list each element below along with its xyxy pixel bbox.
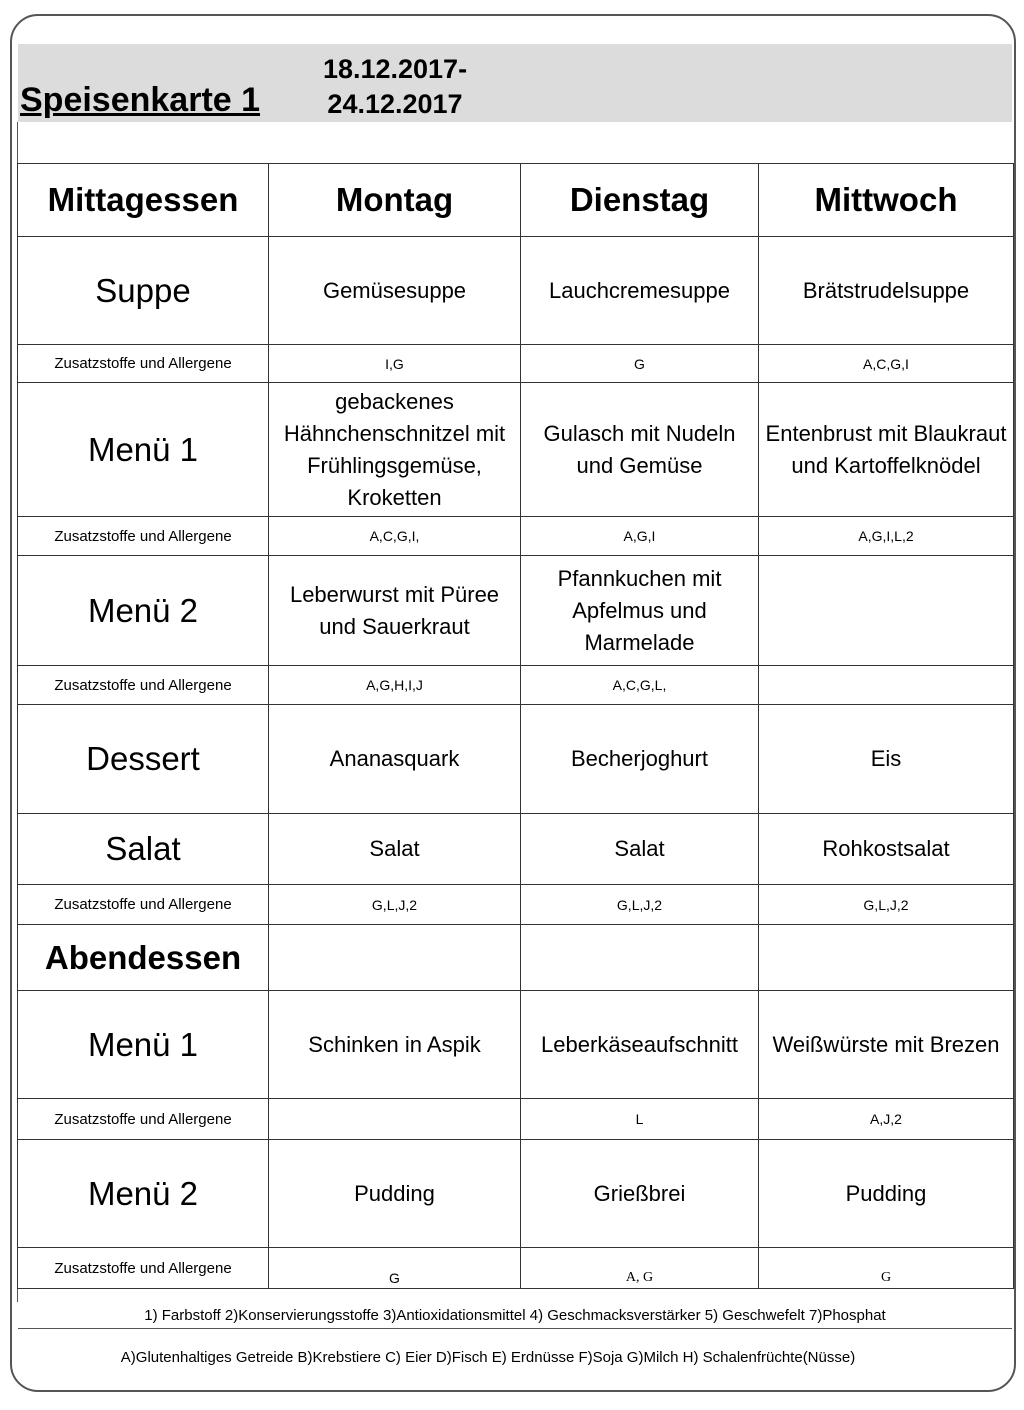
header-mittagessen: Mittagessen [18,164,269,237]
row-abendessen [18,925,1014,991]
allergen-code: A, G [521,1248,759,1289]
dish-cell: Eis [759,705,1014,814]
allergen-code: G [269,1248,521,1289]
dish-cell: Pfannkuchen mit Apfelmus und Marmelade [521,556,759,666]
allergen-label: Zusatzstoffe und Allergene [18,345,269,383]
dish-cell: Pudding [759,1140,1014,1248]
label-dessert: Dessert [18,705,269,814]
dish-cell: Brätstrudelsuppe [759,237,1014,345]
header-row [18,164,1014,237]
allergen-code: A,G,I,L,2 [759,517,1014,556]
row-allergens [18,345,1014,383]
dish-cell: Becherjoghurt [521,705,759,814]
allergen-code: A,G,H,I,J [269,666,521,705]
dish-cell: Salat [269,814,521,885]
allergen-code: A,C,G,I [759,345,1014,383]
empty-cell [521,925,759,991]
row-abend-menu2 [18,1140,1014,1248]
label-suppe: Suppe [18,237,269,345]
header-dienstag: Dienstag [521,164,759,237]
label-abendessen: Abendessen [18,925,269,991]
dish-cell: Gemüsesuppe [269,237,521,345]
allergen-code: G,L,J,2 [521,885,759,925]
label-salat: Salat [18,814,269,885]
label-abend-menu2: Menü 2 [18,1140,269,1248]
allergen-code: A,C,G,I, [269,517,521,556]
dish-cell [759,556,1014,666]
dish-cell: Leberwurst mit Püree und Sauerkraut [269,556,521,666]
allergen-code [269,1099,521,1140]
row-mittag-menu2 [18,556,1014,666]
date-range [290,52,500,122]
row-dessert [18,705,1014,814]
allergen-code: G,L,J,2 [269,885,521,925]
date-start: 18.12.2017- [322,54,468,84]
row-allergens [18,666,1014,705]
additives-footnote: 1) Farbstoff 2)Konservierungsstoffe 3)Antioxidationsmittel 4) Geschmacksverstärker 5) Geschwefelt 7)Phosphat [144,1307,886,1324]
label-menu1: Menü 1 [18,383,269,517]
footnote-divider [18,1328,1012,1329]
allergen-label: Zusatzstoffe und Allergene [18,1248,269,1289]
header-montag: Montag [269,164,521,237]
dish-cell: Pudding [269,1140,521,1248]
dish-cell: Rohkostsalat [759,814,1014,885]
allergen-code [759,666,1014,705]
row-mittag-menu1 [18,383,1014,517]
empty-cell [269,925,521,991]
allergen-code: L [521,1099,759,1140]
allergen-code: I,G [269,345,521,383]
dish-cell: gebackenes Hähnchenschnitzel mit Frühlingsgemüse, Kroketten [269,383,521,517]
row-allergens [18,517,1014,556]
allergen-code: A,C,G,L, [521,666,759,705]
dish-cell: Ananasquark [269,705,521,814]
allergen-label: Zusatzstoffe und Allergene [18,666,269,705]
allergen-label: Zusatzstoffe und Allergene [18,885,269,925]
row-suppe [18,237,1014,345]
row-allergens [18,885,1014,925]
dish-cell: Entenbrust mit Blaukraut und Kartoffelknödel [759,383,1014,517]
empty-cell [759,925,1014,991]
allergen-code: G,L,J,2 [759,885,1014,925]
dish-cell: Leberkäseaufschnitt [521,991,759,1099]
dish-cell: Salat [521,814,759,885]
allergen-code: G [521,345,759,383]
menu-table [17,163,1014,1289]
allergen-code: A,J,2 [759,1099,1014,1140]
dish-cell: Grießbrei [521,1140,759,1248]
row-salat [18,814,1014,885]
allergen-code: G [759,1248,1014,1289]
page-title: Speisenkarte 1 [20,81,261,119]
label-abend-menu1: Menü 1 [18,991,269,1099]
dish-cell: Gulasch mit Nudeln und Gemüse [521,383,759,517]
dish-cell: Lauchcremesuppe [521,237,759,345]
allergen-label: Zusatzstoffe und Allergene [18,517,269,556]
dish-cell: Schinken in Aspik [269,991,521,1099]
allergens-footnote: A)Glutenhaltiges Getreide B)Krebstiere C) Eier D)Fisch E) Erdnüsse F)Soja G)Milch H) Schalenfrüchte(Nüsse) [120,1349,856,1366]
date-end: 24.12.2017 [327,89,463,119]
dish-cell: Weißwürste mit Brezen [759,991,1014,1099]
row-allergens [18,1248,1014,1289]
row-allergens [18,1099,1014,1140]
allergen-label: Zusatzstoffe und Allergene [18,1099,269,1140]
allergen-code: A,G,I [521,517,759,556]
label-menu2: Menü 2 [18,556,269,666]
row-abend-menu1 [18,991,1014,1099]
header-mittwoch: Mittwoch [759,164,1014,237]
